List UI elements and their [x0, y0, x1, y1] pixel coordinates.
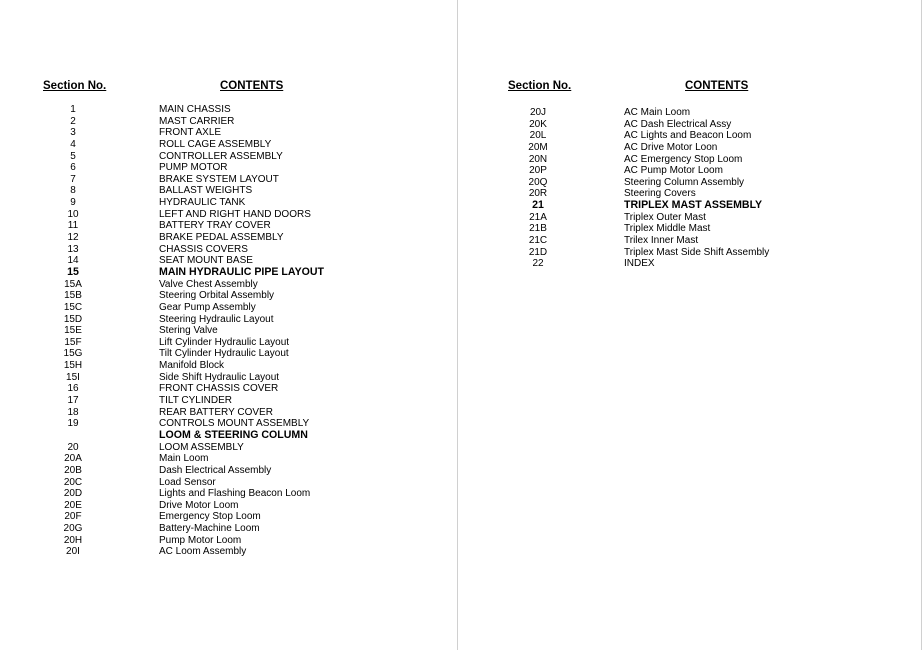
- section-title: LEFT AND RIGHT HAND DOORS: [159, 208, 311, 220]
- toc-row: [0, 116, 457, 128]
- toc-row: [459, 107, 921, 119]
- section-title: MAST CARRIER: [159, 115, 235, 127]
- toc-row: [0, 488, 457, 500]
- section-number: 20C: [63, 476, 83, 488]
- section-title: Manifold Block: [159, 360, 225, 372]
- section-no-header: Section No.: [43, 80, 107, 92]
- section-title: AC Dash Electrical Assy: [624, 118, 732, 130]
- section-number: 17: [67, 395, 79, 407]
- section-title: Main Loom: [159, 453, 209, 465]
- section-title: BRAKE SYSTEM LAYOUT: [159, 173, 279, 185]
- section-number: 20K: [529, 118, 547, 130]
- toc-row: [0, 511, 457, 523]
- section-number: 15C: [63, 301, 83, 313]
- toc-row: [0, 174, 457, 186]
- section-title: HYDRAULIC TANK: [159, 197, 246, 209]
- section-title: Stering Valve: [159, 325, 218, 337]
- section-number: 15I: [66, 371, 80, 383]
- toc-row: [0, 477, 457, 489]
- section-number: 5: [70, 150, 76, 162]
- section-title: Lights and Flashing Beacon Loom: [159, 488, 311, 500]
- section-number: 20Q: [528, 176, 548, 188]
- section-number: 14: [67, 255, 79, 267]
- page-divider: [457, 0, 458, 650]
- contents-header: CONTENTS: [685, 80, 749, 92]
- toc-row: [0, 360, 457, 372]
- section-title: LOOM ASSEMBLY: [159, 441, 244, 453]
- section-title: Side Shift Hydraulic Layout: [159, 371, 280, 383]
- section-number: 19: [67, 418, 79, 430]
- section-number: 20H: [63, 534, 83, 546]
- toc-row: [0, 139, 457, 151]
- section-number: 21: [532, 199, 544, 212]
- section-title: SEAT MOUNT BASE: [159, 255, 253, 267]
- section-title: Triplex Mast Side Shift Assembly: [624, 246, 770, 258]
- section-number: 20A: [64, 453, 82, 465]
- toc-row: [459, 235, 921, 247]
- toc-row: [0, 546, 457, 558]
- section-number: 20: [67, 441, 79, 453]
- section-title: MAIN CHASSIS: [159, 104, 231, 115]
- section-title: AC Drive Motor Loon: [624, 141, 718, 153]
- toc-row: [0, 337, 457, 349]
- section-title: AC Loom Assembly: [159, 546, 247, 558]
- toc-row: [0, 185, 457, 197]
- section-number: 15H: [63, 360, 83, 372]
- toc-row: [459, 177, 921, 189]
- toc-row: [0, 348, 457, 360]
- toc-row: [0, 395, 457, 407]
- section-title: BATTERY TRAY COVER: [159, 220, 271, 232]
- section-title: Steering Covers: [624, 188, 696, 200]
- toc-row: [459, 212, 921, 224]
- section-title: AC Lights and Beacon Loom: [624, 130, 752, 142]
- section-number: 2: [70, 115, 76, 127]
- section-number: 15D: [63, 313, 83, 325]
- section-number: 22: [532, 258, 544, 270]
- section-title: Valve Chest Assembly: [159, 278, 258, 290]
- toc-row: [0, 104, 457, 116]
- section-title: Emergency Stop Loom: [159, 511, 261, 523]
- section-number: 18: [67, 406, 79, 418]
- section-title: Triplex Middle Mast: [624, 223, 711, 235]
- section-title: MAIN HYDRAULIC PIPE LAYOUT: [159, 265, 324, 278]
- toc-row: [0, 232, 457, 244]
- toc-row: [0, 500, 457, 512]
- section-number: 20N: [528, 153, 548, 165]
- section-number: 15E: [64, 325, 82, 337]
- section-number: 9: [70, 197, 76, 209]
- section-title: Lift Cylinder Hydraulic Layout: [159, 336, 290, 348]
- toc-row: [0, 127, 457, 139]
- section-number: 3: [70, 127, 76, 139]
- section-title: CHASSIS COVERS: [159, 243, 248, 255]
- section-number: 12: [67, 232, 79, 244]
- section-number: 15G: [63, 348, 83, 360]
- section-title: Trilex Inner Mast: [624, 235, 699, 247]
- toc-row: [459, 247, 921, 259]
- section-number: 10: [67, 208, 79, 220]
- section-title: LOOM & STEERING COLUMN: [159, 428, 308, 441]
- section-title: ROLL CAGE ASSEMBLY: [159, 138, 272, 150]
- section-number: 7: [70, 173, 76, 185]
- toc-row: [459, 119, 921, 131]
- toc-row: [459, 258, 921, 270]
- section-title: Tilt Cylinder Hydraulic Layout: [159, 348, 289, 360]
- toc-row: [0, 383, 457, 395]
- toc-row: [0, 290, 457, 302]
- toc-row: [0, 442, 457, 454]
- section-title: AC Pump Motor Loom: [624, 165, 723, 177]
- section-title: CONTROLS MOUNT ASSEMBLY: [159, 418, 310, 430]
- section-number: 20J: [529, 107, 547, 118]
- section-no-header: Section No.: [508, 80, 572, 92]
- toc-row: [0, 244, 457, 256]
- section-number: 20P: [529, 165, 547, 177]
- section-number: 1: [70, 104, 76, 115]
- toc-row: [0, 407, 457, 419]
- toc-row: [459, 200, 921, 212]
- toc-row: [0, 197, 457, 209]
- section-number: 15A: [64, 278, 82, 290]
- section-title: TRIPLEX MAST ASSEMBLY: [624, 199, 763, 212]
- toc-row: [0, 372, 457, 384]
- section-title: PUMP MOTOR: [159, 162, 228, 174]
- section-number: 20E: [64, 499, 82, 511]
- section-title: Gear Pump Assembly: [159, 301, 256, 313]
- section-number: 21C: [528, 235, 548, 247]
- section-number: 20I: [66, 546, 80, 558]
- toc-list-left: [0, 104, 457, 558]
- toc-row: [459, 154, 921, 166]
- section-number: 16: [67, 383, 79, 395]
- section-number: 20R: [528, 188, 548, 200]
- section-number: 20F: [64, 511, 82, 523]
- section-title: BRAKE PEDAL ASSEMBLY: [159, 232, 284, 244]
- section-number: 20L: [529, 130, 547, 142]
- section-number: 20D: [63, 488, 83, 500]
- toc-row: [0, 220, 457, 232]
- toc-row: [0, 162, 457, 174]
- section-number: 21D: [528, 246, 548, 258]
- section-title: Dash Electrical Assembly: [159, 464, 272, 476]
- section-title: TILT CYLINDER: [159, 395, 232, 407]
- toc-row: [0, 314, 457, 326]
- section-number: 6: [70, 162, 76, 174]
- section-title: INDEX: [624, 258, 655, 270]
- toc-row: [0, 430, 457, 442]
- section-number: 20B: [64, 464, 82, 476]
- right-page: [459, 0, 923, 650]
- section-title: BALLAST WEIGHTS: [159, 185, 253, 197]
- page-edge: [921, 0, 922, 650]
- section-title: Triplex Outer Mast: [624, 211, 706, 223]
- toc-list-right: [459, 107, 921, 270]
- section-title: FRONT AXLE: [159, 127, 222, 139]
- section-number: 15B: [64, 290, 82, 302]
- section-title: Pump Motor Loom: [159, 534, 242, 546]
- toc-row: [0, 325, 457, 337]
- section-title: Battery-Machine Loom: [159, 523, 260, 535]
- section-title: Load Sensor: [159, 476, 216, 488]
- toc-row: [459, 142, 921, 154]
- toc-row: [0, 453, 457, 465]
- section-title: Steering Hydraulic Layout: [159, 313, 274, 325]
- toc-row: [0, 267, 457, 279]
- section-title: FRONT CHASSIS COVER: [159, 383, 279, 395]
- toc-row: [0, 279, 457, 291]
- section-number: 15: [67, 265, 79, 278]
- section-title: CONTROLLER ASSEMBLY: [159, 150, 283, 162]
- section-number: 8: [70, 185, 76, 197]
- toc-row: [0, 465, 457, 477]
- contents-header: CONTENTS: [220, 80, 284, 92]
- section-number: 4: [70, 138, 76, 150]
- toc-row: [0, 535, 457, 547]
- section-number: 15F: [64, 336, 82, 348]
- section-number: 11: [67, 220, 79, 232]
- section-title: Drive Motor Loom: [159, 499, 239, 511]
- section-title: AC Main Loom: [624, 107, 691, 118]
- toc-row: [459, 130, 921, 142]
- section-number: 13: [67, 243, 79, 255]
- section-title: REAR BATTERY COVER: [159, 406, 273, 418]
- section-title: Steering Column Assembly: [624, 176, 745, 188]
- section-number: 20G: [63, 523, 83, 535]
- toc-row: [459, 165, 921, 177]
- section-number: 21A: [529, 211, 547, 223]
- toc-row: [0, 151, 457, 163]
- section-number: 21B: [529, 223, 547, 235]
- toc-row: [0, 302, 457, 314]
- section-title: Steering Orbital Assembly: [159, 290, 275, 302]
- section-title: AC Emergency Stop Loom: [624, 153, 743, 165]
- toc-row: [459, 223, 921, 235]
- toc-row: [0, 523, 457, 535]
- left-page: [0, 0, 457, 650]
- toc-row: [0, 209, 457, 221]
- section-number: 20M: [528, 141, 548, 153]
